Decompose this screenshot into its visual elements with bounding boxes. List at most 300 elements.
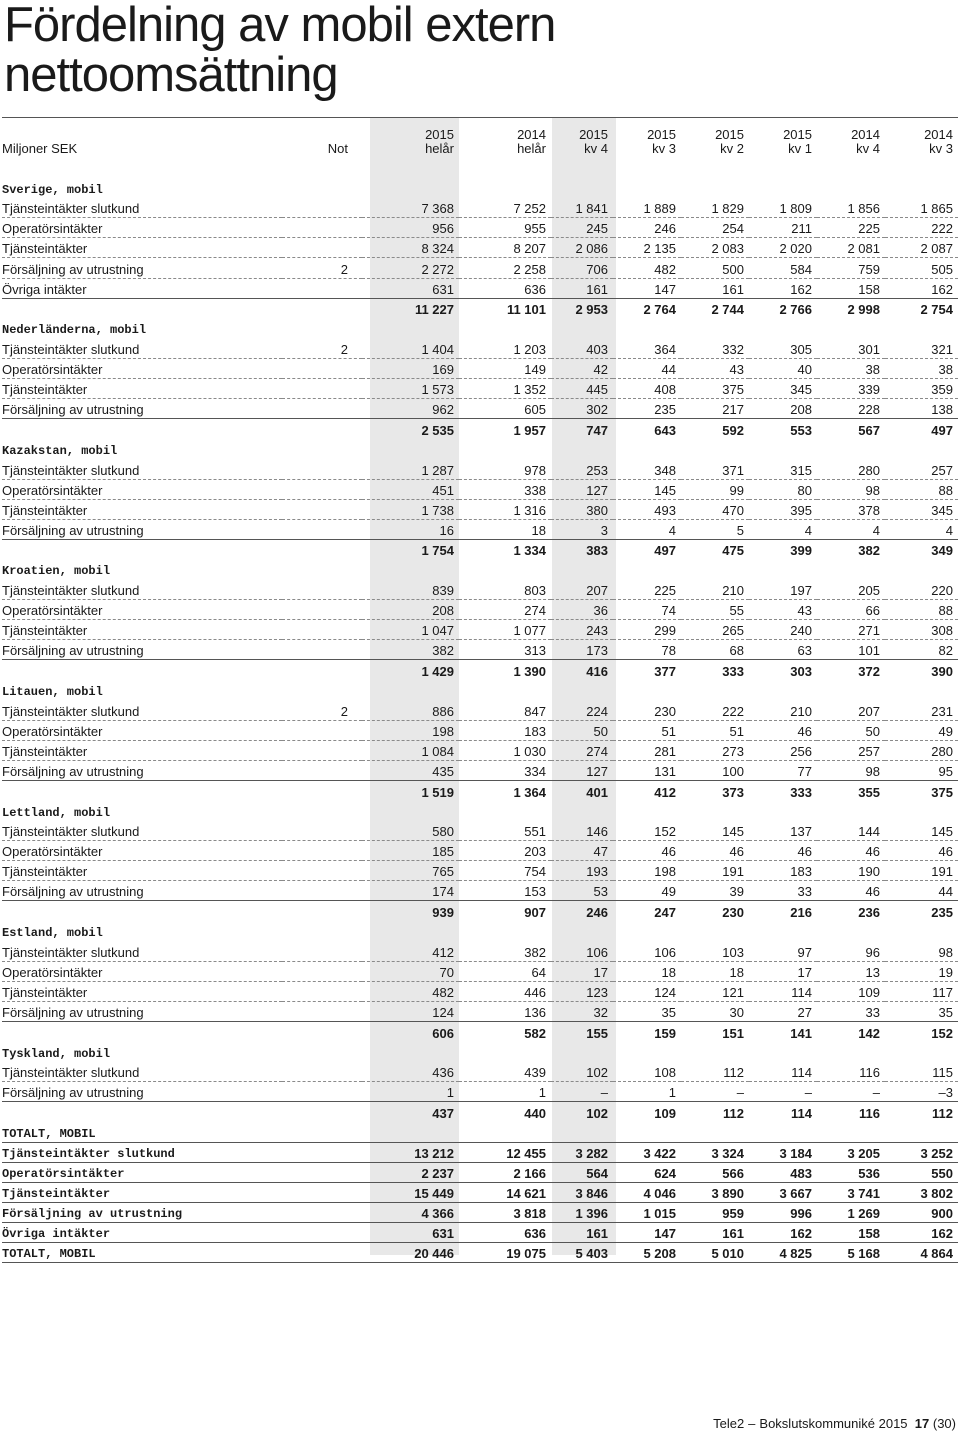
value-cell: 1 889 <box>643 201 676 217</box>
value-cell: 193 <box>551 861 613 881</box>
page-title-line-1: Fördelning av mobil extern <box>4 0 556 52</box>
row-label: Operatörsintäkter <box>2 841 282 861</box>
value-cell: 631 <box>362 278 459 298</box>
value-cell: 550 <box>885 1162 958 1182</box>
value-cell: 2 764 <box>613 298 681 318</box>
value-cell: 208 <box>362 600 459 620</box>
value-cell <box>459 178 551 198</box>
value-cell: 956 <box>362 218 459 238</box>
row-label <box>2 780 282 800</box>
value-cell: 1 396 <box>551 1202 613 1222</box>
value-cell: 50 <box>551 720 613 740</box>
row-label: Tjänsteintäkter slutkund <box>2 1142 282 1162</box>
value-cell: 359 <box>885 379 958 399</box>
value-cell: 446 <box>459 981 551 1001</box>
row-label: Tjänsteintäkter <box>2 1182 282 1202</box>
value-cell: 2 081 <box>817 238 885 258</box>
value-cell: 103 <box>722 944 744 960</box>
row-label: Försäljning av utrustning <box>2 519 282 539</box>
value-cell: 500 <box>681 258 749 278</box>
header-year: 2015 <box>579 126 608 142</box>
value-cell: 17 <box>551 961 613 981</box>
value-cell: 3 846 <box>551 1182 613 1202</box>
value-cell: 1 030 <box>459 740 551 760</box>
row-label <box>2 1022 282 1042</box>
row-note <box>282 1042 362 1062</box>
value-cell: 553 <box>749 419 817 439</box>
value-cell: 408 <box>613 379 681 399</box>
value-cell: 759 <box>817 258 885 278</box>
value-cell: 839 <box>432 583 454 599</box>
value-cell: 380 <box>551 499 613 519</box>
value-cell: 1 047 <box>362 620 459 640</box>
value-cell: 1 738 <box>362 499 459 519</box>
table-row <box>2 579 958 599</box>
footer-page-number: 17 <box>914 1416 930 1431</box>
value-cell: 754 <box>459 861 551 881</box>
value-cell: 106 <box>586 944 608 960</box>
value-cell: 497 <box>613 539 681 559</box>
value-cell: 1 203 <box>513 341 546 357</box>
row-label: Operatörsintäkter <box>2 961 282 981</box>
table-row <box>2 358 958 378</box>
row-label: Estland, mobil <box>2 926 103 941</box>
value-cell: 257 <box>931 462 953 478</box>
value-cell: 1 015 <box>613 1202 681 1222</box>
header-col-6 <box>749 118 817 158</box>
value-cell: 333 <box>681 660 749 680</box>
value-cell: 939 <box>362 901 459 921</box>
value-cell: 900 <box>885 1202 958 1222</box>
value-cell: 12 455 <box>459 1142 551 1162</box>
value-cell: 39 <box>681 881 749 901</box>
row-label: Försäljning av utrustning <box>2 399 282 419</box>
value-cell: 2 166 <box>459 1162 551 1182</box>
value-cell <box>613 1042 681 1062</box>
total-row <box>2 1202 958 1222</box>
header-col-4 <box>613 118 681 158</box>
value-cell: 63 <box>749 640 817 660</box>
value-cell <box>362 158 459 178</box>
row-label: Nederländerna, mobil <box>2 323 147 338</box>
table-row <box>2 740 958 760</box>
value-cell: 124 <box>613 981 681 1001</box>
value-cell: 46 <box>681 841 749 861</box>
value-cell: 355 <box>817 780 885 800</box>
value-cell: 115 <box>932 1065 953 1081</box>
value-cell <box>817 178 885 198</box>
value-cell: 3 741 <box>817 1182 885 1202</box>
row-label: Försäljning av utrustning <box>2 881 282 901</box>
row-label: Försäljning av utrustning <box>2 760 282 780</box>
value-cell: 302 <box>551 399 613 419</box>
value-cell: 497 <box>885 419 958 439</box>
value-cell: 216 <box>749 901 817 921</box>
row-label: Tjänsteintäkter slutkund <box>2 824 140 840</box>
value-cell: 1 404 <box>421 341 454 357</box>
row-label: Tjänsteintäkter <box>2 499 282 519</box>
header-col-5 <box>681 118 749 158</box>
value-cell: 3 422 <box>613 1142 681 1162</box>
value-cell: 137 <box>790 824 812 840</box>
value-cell: 14 621 <box>459 1182 551 1202</box>
value-cell: 145 <box>722 824 744 840</box>
value-cell: 96 <box>865 944 880 960</box>
row-note <box>282 921 362 941</box>
row-label: TOTALT, MOBIL <box>2 1243 282 1263</box>
value-cell: 1 856 <box>847 201 880 217</box>
value-cell: 505 <box>885 258 958 278</box>
value-cell: 38 <box>885 358 958 378</box>
row-note <box>282 941 362 961</box>
value-cell: 114 <box>749 981 817 1001</box>
value-cell <box>681 158 749 178</box>
value-cell: 765 <box>362 861 459 881</box>
header-row <box>2 118 958 158</box>
value-cell <box>613 439 681 459</box>
row-note <box>282 1022 362 1042</box>
value-cell: 18 <box>459 519 551 539</box>
row-label: Litauen, mobil <box>2 685 103 700</box>
value-cell: 382 <box>817 539 885 559</box>
value-cell <box>362 318 459 338</box>
value-cell: 53 <box>551 881 613 901</box>
value-cell <box>613 801 681 821</box>
table-row <box>2 961 958 981</box>
value-cell: 1 316 <box>459 499 551 519</box>
value-cell: 582 <box>459 1022 551 1042</box>
row-label: TOTALT, MOBIL <box>2 1126 96 1141</box>
header-year: 2015 <box>715 126 744 142</box>
value-cell: 235 <box>885 901 958 921</box>
value-cell: 437 <box>362 1102 459 1122</box>
row-note <box>282 1162 362 1182</box>
value-cell: 19 <box>885 961 958 981</box>
row-note <box>282 579 362 599</box>
value-cell <box>749 178 817 198</box>
table-row <box>2 198 958 218</box>
table-row <box>2 1001 958 1021</box>
value-cell: 183 <box>749 861 817 881</box>
header-not: Not <box>282 118 362 158</box>
row-note <box>282 198 362 218</box>
table-body <box>2 158 958 1263</box>
footer-separator: – <box>748 1416 756 1431</box>
value-cell: 18 <box>613 961 681 981</box>
row-note <box>282 660 362 680</box>
value-cell: 1 077 <box>459 620 551 640</box>
value-cell: 88 <box>885 600 958 620</box>
row-note <box>282 439 362 459</box>
value-cell: 236 <box>817 901 885 921</box>
value-cell: 46 <box>817 841 885 861</box>
row-label <box>2 1102 282 1122</box>
value-cell <box>817 1122 885 1142</box>
value-cell: 155 <box>551 1022 613 1042</box>
value-cell: 273 <box>681 740 749 760</box>
value-cell: 435 <box>362 760 459 780</box>
value-cell: 348 <box>654 462 676 478</box>
value-cell <box>681 559 749 579</box>
row-note <box>282 620 362 640</box>
table-row <box>2 700 958 720</box>
value-cell: 35 <box>885 1001 958 1021</box>
row-note <box>282 680 362 700</box>
value-cell <box>681 680 749 700</box>
footer-page-total: (30) <box>932 1416 956 1431</box>
row-note <box>282 760 362 780</box>
table-row <box>2 1062 958 1082</box>
value-cell <box>459 158 551 178</box>
value-cell: 4 825 <box>749 1243 817 1263</box>
page-footer <box>713 1416 956 1431</box>
value-cell <box>817 921 885 941</box>
value-cell: 439 <box>524 1065 546 1081</box>
table-row <box>2 620 958 640</box>
table-row <box>2 981 958 1001</box>
value-cell: 265 <box>681 620 749 640</box>
table-row <box>2 218 958 238</box>
value-cell: 364 <box>654 341 676 357</box>
value-cell: 5 010 <box>681 1243 749 1263</box>
value-cell: 2 258 <box>459 258 551 278</box>
header-period: helår <box>425 140 454 156</box>
value-cell: 2 535 <box>362 419 459 439</box>
value-cell: 225 <box>654 583 676 599</box>
value-cell <box>749 158 817 178</box>
value-cell: 112 <box>723 1065 744 1081</box>
table-row <box>2 238 958 258</box>
row-label: Försäljning av utrustning <box>2 1202 282 1222</box>
value-cell <box>749 680 817 700</box>
value-cell: 141 <box>749 1022 817 1042</box>
value-cell: – <box>817 1082 885 1102</box>
value-cell: 375 <box>885 780 958 800</box>
value-cell: 706 <box>551 258 613 278</box>
value-cell: 624 <box>613 1162 681 1182</box>
value-cell: 301 <box>858 341 880 357</box>
row-label <box>2 660 282 680</box>
value-cell: 2 086 <box>551 238 613 258</box>
row-note <box>282 1202 362 1222</box>
value-cell: 536 <box>817 1162 885 1182</box>
value-cell: 149 <box>459 358 551 378</box>
header-period: kv 1 <box>788 140 812 156</box>
value-cell: 49 <box>613 881 681 901</box>
value-cell: 11 227 <box>362 298 459 318</box>
value-cell: 1 <box>613 1082 681 1102</box>
value-cell: 636 <box>459 278 551 298</box>
value-cell: 274 <box>459 600 551 620</box>
value-cell: 592 <box>681 419 749 439</box>
value-cell <box>885 318 958 338</box>
value-cell <box>817 559 885 579</box>
value-cell <box>681 178 749 198</box>
header-year: 2014 <box>924 126 953 142</box>
value-cell: 36 <box>551 600 613 620</box>
value-cell <box>681 1042 749 1062</box>
value-cell: 40 <box>749 358 817 378</box>
row-note <box>282 1243 362 1263</box>
value-cell: 173 <box>551 640 613 660</box>
row-note: 2 <box>340 341 348 357</box>
row-note <box>282 419 362 439</box>
row-note <box>282 961 362 981</box>
row-note <box>282 1122 362 1142</box>
header-year: 2015 <box>783 126 812 142</box>
value-cell: 372 <box>817 660 885 680</box>
value-cell <box>459 439 551 459</box>
value-cell: 959 <box>681 1202 749 1222</box>
value-cell: 109 <box>817 981 885 1001</box>
total-row <box>2 1222 958 1242</box>
value-cell: 5 208 <box>613 1243 681 1263</box>
value-cell: 280 <box>858 462 880 478</box>
value-cell: 436 <box>432 1065 454 1081</box>
value-cell <box>362 178 459 198</box>
value-cell: 3 667 <box>749 1182 817 1202</box>
row-label: Försäljning av utrustning <box>2 258 282 278</box>
value-cell <box>551 1122 613 1142</box>
value-cell: 142 <box>817 1022 885 1042</box>
value-cell: 5 403 <box>551 1243 613 1263</box>
row-note <box>282 399 362 419</box>
row-note <box>282 1142 362 1162</box>
value-cell: 211 <box>749 218 817 238</box>
value-cell: 11 101 <box>459 298 551 318</box>
value-cell: 147 <box>613 1222 681 1242</box>
row-label: Tjänsteintäkter slutkund <box>2 1065 140 1081</box>
value-cell: 399 <box>749 539 817 559</box>
subtotal-row <box>2 1102 958 1122</box>
row-note <box>282 841 362 861</box>
value-cell: 482 <box>613 258 681 278</box>
value-cell: 803 <box>524 583 546 599</box>
value-cell: 566 <box>681 1162 749 1182</box>
value-cell: 98 <box>938 944 953 960</box>
value-cell: 8 324 <box>362 238 459 258</box>
value-cell: – <box>681 1082 749 1102</box>
value-cell: 378 <box>817 499 885 519</box>
value-cell <box>551 158 613 178</box>
value-cell: 333 <box>749 780 817 800</box>
row-label: Operatörsintäkter <box>2 218 282 238</box>
row-label: Tjänsteintäkter slutkund <box>2 944 140 960</box>
header-col-3 <box>551 118 613 158</box>
header-col-2 <box>459 118 551 158</box>
row-note <box>282 238 362 258</box>
value-cell <box>885 680 958 700</box>
value-cell: 30 <box>681 1001 749 1021</box>
value-cell <box>362 680 459 700</box>
value-cell: 373 <box>681 780 749 800</box>
value-cell: 564 <box>551 1162 613 1182</box>
value-cell <box>817 680 885 700</box>
header-col-8 <box>885 118 958 158</box>
value-cell: 46 <box>749 841 817 861</box>
subtotal-row <box>2 298 958 318</box>
table-row <box>2 640 958 660</box>
value-cell <box>613 318 681 338</box>
value-cell <box>459 921 551 941</box>
value-cell: 49 <box>885 720 958 740</box>
total-row <box>2 1142 958 1162</box>
value-cell: 230 <box>681 901 749 921</box>
revenue-table <box>2 117 958 1263</box>
value-cell: 483 <box>749 1162 817 1182</box>
value-cell: 127 <box>551 479 613 499</box>
value-cell: 412 <box>432 944 454 960</box>
value-cell: 440 <box>459 1102 551 1122</box>
value-cell: 55 <box>681 600 749 620</box>
footer-company: Tele2 <box>713 1416 745 1431</box>
value-cell: 955 <box>459 218 551 238</box>
value-cell: 33 <box>817 1001 885 1021</box>
value-cell: 97 <box>797 944 812 960</box>
value-cell <box>885 1122 958 1142</box>
value-cell <box>681 318 749 338</box>
value-cell: 127 <box>551 760 613 780</box>
row-label: Kroatien, mobil <box>2 564 111 579</box>
table-header <box>2 118 958 158</box>
value-cell <box>551 318 613 338</box>
row-note <box>282 640 362 660</box>
table-row <box>2 760 958 780</box>
row-note <box>282 801 362 821</box>
value-cell: 66 <box>817 600 885 620</box>
value-cell: 271 <box>817 620 885 640</box>
value-cell: 5 <box>681 519 749 539</box>
subtotal-row <box>2 660 958 680</box>
value-cell: 254 <box>681 218 749 238</box>
row-label: Kazakstan, mobil <box>2 443 118 458</box>
row-note <box>282 459 362 479</box>
value-cell: 161 <box>681 1222 749 1242</box>
value-cell: 886 <box>432 703 454 719</box>
value-cell: 44 <box>613 358 681 378</box>
table-row <box>2 399 958 419</box>
table-row <box>2 720 958 740</box>
value-cell <box>885 921 958 941</box>
value-cell: 313 <box>459 640 551 660</box>
value-cell: 334 <box>459 760 551 780</box>
row-note <box>282 981 362 1001</box>
value-cell: 124 <box>362 1001 459 1021</box>
value-cell: 371 <box>722 462 744 478</box>
row-label: Tyskland, mobil <box>2 1046 111 1061</box>
row-note <box>282 901 362 921</box>
value-cell: 247 <box>613 901 681 921</box>
subtotal-row <box>2 1022 958 1042</box>
value-cell: 136 <box>459 1001 551 1021</box>
value-cell: 46 <box>885 841 958 861</box>
value-cell: 280 <box>885 740 958 760</box>
row-note <box>282 218 362 238</box>
value-cell: 240 <box>749 620 817 640</box>
value-cell: 2 744 <box>681 298 749 318</box>
row-note: 2 <box>340 703 348 719</box>
value-cell: 38 <box>817 358 885 378</box>
value-cell: 151 <box>681 1022 749 1042</box>
value-cell: 2 998 <box>817 298 885 318</box>
footer-document: Bokslutskommuniké 2015 <box>759 1416 908 1431</box>
value-cell: 222 <box>885 218 958 238</box>
row-label: Lettland, mobil <box>2 805 111 820</box>
value-cell: 246 <box>613 218 681 238</box>
subtotal-row <box>2 419 958 439</box>
row-note: 2 <box>282 258 362 278</box>
row-note <box>282 1222 362 1242</box>
